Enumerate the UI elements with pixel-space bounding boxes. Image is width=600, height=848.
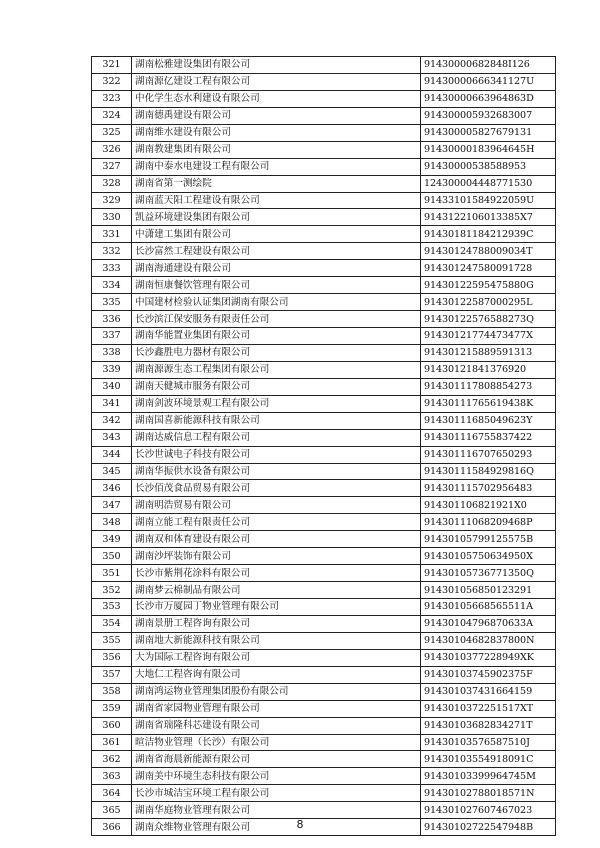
- row-number: 322: [92, 73, 132, 90]
- credit-code: 914300005827679131: [421, 124, 556, 141]
- company-name: 长沙市紫荆花涂料有限公司: [132, 565, 421, 582]
- row-number: 356: [92, 649, 132, 666]
- row-number: 343: [92, 429, 132, 446]
- credit-code: 91430121841376920: [421, 361, 556, 378]
- row-number: 321: [92, 57, 132, 74]
- company-name: 湖南双和体育建设有限公司: [132, 531, 421, 548]
- row-number: 325: [92, 124, 132, 141]
- table-row: [92, 395, 556, 412]
- table-row: [92, 412, 556, 429]
- table-row: [92, 378, 556, 395]
- table-row: [92, 429, 556, 446]
- row-number: 362: [92, 751, 132, 768]
- credit-code: 91430103554918091C: [421, 751, 556, 768]
- credit-code: 91430111584929816Q: [421, 463, 556, 480]
- company-name: 湖南维水建设有限公司: [132, 124, 421, 141]
- company-name: 湖南省瑞隆科芯建设有限公司: [132, 717, 421, 734]
- table-row: [92, 328, 556, 345]
- company-name: 湖南景册工程咨询有限公司: [132, 615, 421, 632]
- credit-code: 91430103682834271T: [421, 717, 556, 734]
- table-row: [92, 582, 556, 599]
- credit-code: 91430000538588953: [421, 158, 556, 175]
- row-number: 358: [92, 683, 132, 700]
- company-name: 湖南地大新能源科技有限公司: [132, 632, 421, 649]
- row-number: 330: [92, 209, 132, 226]
- company-name: 湖南教建集团有限公司: [132, 141, 421, 158]
- company-name: 湖南达威信息工程有限公司: [132, 429, 421, 446]
- credit-code: 9143010377228949XK: [421, 649, 556, 666]
- row-number: 365: [92, 802, 132, 819]
- table-row: [92, 700, 556, 717]
- row-number: 331: [92, 226, 132, 243]
- credit-code: 914301037431664159: [421, 683, 556, 700]
- credit-code: 91430000682848I126: [421, 57, 556, 74]
- credit-code: 9143122106013385X7: [421, 209, 556, 226]
- row-number: 359: [92, 700, 132, 717]
- company-name: 中潇建工集团有限公司: [132, 226, 421, 243]
- row-number: 357: [92, 666, 132, 683]
- row-number: 354: [92, 615, 132, 632]
- company-name: 大地仁工程咨询有限公司: [132, 666, 421, 683]
- row-number: 345: [92, 463, 132, 480]
- row-number: 327: [92, 158, 132, 175]
- company-name: 湖南天健城市服务有限公司: [132, 378, 421, 395]
- table-row: [92, 141, 556, 158]
- table-row: [92, 514, 556, 531]
- table-row: [92, 294, 556, 311]
- company-name: 湖南海通建设有限公司: [132, 260, 421, 277]
- table-row: [92, 90, 556, 107]
- table-row: [92, 446, 556, 463]
- company-name: 湖南省第一测绘院: [132, 175, 421, 192]
- company-name: 暄洁物业管理（长沙）有限公司: [132, 734, 421, 751]
- credit-code: 91430102788018571N: [421, 785, 556, 802]
- row-number: 348: [92, 514, 132, 531]
- credit-code: 91430105736771350Q: [421, 565, 556, 582]
- company-name: 湖南德禹建设有限公司: [132, 107, 421, 124]
- table-row: [92, 209, 556, 226]
- table-row: [92, 751, 556, 768]
- company-name: 湖南省海晨新能源有限公司: [132, 751, 421, 768]
- table-row: [92, 463, 556, 480]
- company-name: 凯益环境建设集团有限公司: [132, 209, 421, 226]
- table-row: [92, 243, 556, 260]
- row-number: 335: [92, 294, 132, 311]
- credit-code: 91430104796870633A: [421, 615, 556, 632]
- table-row: [92, 599, 556, 616]
- company-name: 湖南中泰水电建设工程有限公司: [132, 158, 421, 175]
- credit-code: 124300004448771530: [421, 175, 556, 192]
- table-row: [92, 649, 556, 666]
- table-row: [92, 73, 556, 90]
- table-row: [92, 548, 556, 565]
- table-row: [92, 480, 556, 497]
- company-name: 长沙富然工程建设有限公司: [132, 243, 421, 260]
- credit-code: 91430104682837800N: [421, 632, 556, 649]
- company-name: 湖南剑波环境景观工程有限公司: [132, 395, 421, 412]
- table-row: [92, 226, 556, 243]
- company-name: 中化学生态水利建设有限公司: [132, 90, 421, 107]
- row-number: 336: [92, 311, 132, 328]
- table-body: [92, 57, 556, 836]
- row-number: 364: [92, 785, 132, 802]
- credit-code: 914300005932683007: [421, 107, 556, 124]
- row-number: 346: [92, 480, 132, 497]
- credit-code: 914301027607467023: [421, 802, 556, 819]
- company-name: 湖南蓝天阳工程建设有限公司: [132, 192, 421, 209]
- credit-code: 9143010372251517XT: [421, 700, 556, 717]
- row-number: 344: [92, 446, 132, 463]
- credit-code: 914301056850123291: [421, 582, 556, 599]
- table-row: [92, 260, 556, 277]
- table-row: [92, 734, 556, 751]
- credit-code: 91433101584922059U: [421, 192, 556, 209]
- credit-code: 914301116707650293: [421, 446, 556, 463]
- company-name: 湖南众维物业管理有限公司: [132, 819, 421, 836]
- row-number: 351: [92, 565, 132, 582]
- table-row: [92, 683, 556, 700]
- row-number: 338: [92, 344, 132, 361]
- row-number: 342: [92, 412, 132, 429]
- credit-code: 914301106821921X0: [421, 497, 556, 514]
- company-name: 湖南美中环境生态科技有限公司: [132, 768, 421, 785]
- row-number: 341: [92, 395, 132, 412]
- credit-code: 91430121774473477X: [421, 328, 556, 345]
- credit-code: 914301116755837422: [421, 429, 556, 446]
- row-number: 332: [92, 243, 132, 260]
- company-name: 长沙鑫胜电力器材有限公司: [132, 344, 421, 361]
- credit-code: 91430000663964863D: [421, 90, 556, 107]
- credit-code: 914301215889591313: [421, 344, 556, 361]
- table-row: [92, 124, 556, 141]
- company-name: 湖南源源生态工程集团有限公司: [132, 361, 421, 378]
- table-row: [92, 497, 556, 514]
- table-row: [92, 158, 556, 175]
- table-row: [92, 192, 556, 209]
- credit-code: 914301247580091728: [421, 260, 556, 277]
- credit-code: 914301117808854273: [421, 378, 556, 395]
- table-row: [92, 107, 556, 124]
- company-list-table: [91, 56, 546, 836]
- row-number: 360: [92, 717, 132, 734]
- company-name: 长沙市万厦园丁物业管理有限公司: [132, 599, 421, 616]
- credit-code: 91430181184212939C: [421, 226, 556, 243]
- credit-code: 91430111068209468P: [421, 514, 556, 531]
- company-name: 湖南明浩贸易有限公司: [132, 497, 421, 514]
- row-number: 347: [92, 497, 132, 514]
- credit-code: 91430105799125575B: [421, 531, 556, 548]
- table-row: [92, 311, 556, 328]
- row-number: 363: [92, 768, 132, 785]
- row-number: 324: [92, 107, 132, 124]
- credit-code: 91430122576588273Q: [421, 311, 556, 328]
- row-number: 361: [92, 734, 132, 751]
- company-name: 中国建材检验认证集团湖南有限公司: [132, 294, 421, 311]
- company-name: 长沙佰茂食品贸易有限公司: [132, 480, 421, 497]
- company-name: 长沙滨江保安服务有限责任公司: [132, 311, 421, 328]
- row-number: 352: [92, 582, 132, 599]
- credit-code: 91430111685049623Y: [421, 412, 556, 429]
- row-number: 350: [92, 548, 132, 565]
- row-number: 328: [92, 175, 132, 192]
- company-name: 长沙市城洁宝环境工程有限公司: [132, 785, 421, 802]
- table-row: [92, 768, 556, 785]
- credit-code: 914301115702956483: [421, 480, 556, 497]
- company-name: 长沙世诚电子科技有限公司: [132, 446, 421, 463]
- row-number: 366: [92, 819, 132, 836]
- company-name: 湖南立能工程有限责任公司: [132, 514, 421, 531]
- company-name: 大为国际工程咨询有限公司: [132, 649, 421, 666]
- credit-code: 91430122587000295L: [421, 294, 556, 311]
- table-row: [92, 717, 556, 734]
- company-table: [91, 56, 556, 836]
- credit-code: 91430103576587510J: [421, 734, 556, 751]
- credit-code: 91430103745902375F: [421, 666, 556, 683]
- credit-code: 91430103399964745M: [421, 768, 556, 785]
- credit-code: 91430122595475880G: [421, 277, 556, 294]
- company-name: 湖南源亿建设工程有限公司: [132, 73, 421, 90]
- row-number: 355: [92, 632, 132, 649]
- company-name: 湖南松雅建设集团有限公司: [132, 57, 421, 74]
- credit-code: 91430111765619438K: [421, 395, 556, 412]
- row-number: 323: [92, 90, 132, 107]
- table-row: [92, 666, 556, 683]
- table-row: [92, 277, 556, 294]
- row-number: 349: [92, 531, 132, 548]
- table-row: [92, 615, 556, 632]
- table-row: [92, 57, 556, 74]
- company-name: 湖南华能置业集团有限公司: [132, 328, 421, 345]
- credit-code: 91430124788009034T: [421, 243, 556, 260]
- credit-code: 91430000183964645H: [421, 141, 556, 158]
- company-name: 湖南华振供水设备有限公司: [132, 463, 421, 480]
- table-row: [92, 565, 556, 582]
- row-number: 329: [92, 192, 132, 209]
- credit-code: 91430102722547948B: [421, 819, 556, 836]
- row-number: 326: [92, 141, 132, 158]
- table-row: [92, 361, 556, 378]
- credit-code: 91430000666341127U: [421, 73, 556, 90]
- company-name: 湖南鸿运物业管理集团股份有限公司: [132, 683, 421, 700]
- row-number: 340: [92, 378, 132, 395]
- row-number: 339: [92, 361, 132, 378]
- table-row: [92, 531, 556, 548]
- table-row: [92, 175, 556, 192]
- table-row: [92, 344, 556, 361]
- row-number: 333: [92, 260, 132, 277]
- company-name: 湖南沙坪装饰有限公司: [132, 548, 421, 565]
- credit-code: 91430105668565511A: [421, 599, 556, 616]
- company-name: 湖南华庭物业管理有限公司: [132, 802, 421, 819]
- company-name: 湖南省家园物业管理有限公司: [132, 700, 421, 717]
- table-row: [92, 632, 556, 649]
- row-number: 337: [92, 328, 132, 345]
- company-name: 湖南恒康餐饮管理有限公司: [132, 277, 421, 294]
- table-row: [92, 785, 556, 802]
- company-name: 湖南梦云棉制品有限公司: [132, 582, 421, 599]
- table-row: [92, 802, 556, 819]
- row-number: 334: [92, 277, 132, 294]
- page-number: 8: [296, 818, 304, 831]
- row-number: 353: [92, 599, 132, 616]
- company-name: 湖南国喜新能源科技有限公司: [132, 412, 421, 429]
- credit-code: 91430105750634950X: [421, 548, 556, 565]
